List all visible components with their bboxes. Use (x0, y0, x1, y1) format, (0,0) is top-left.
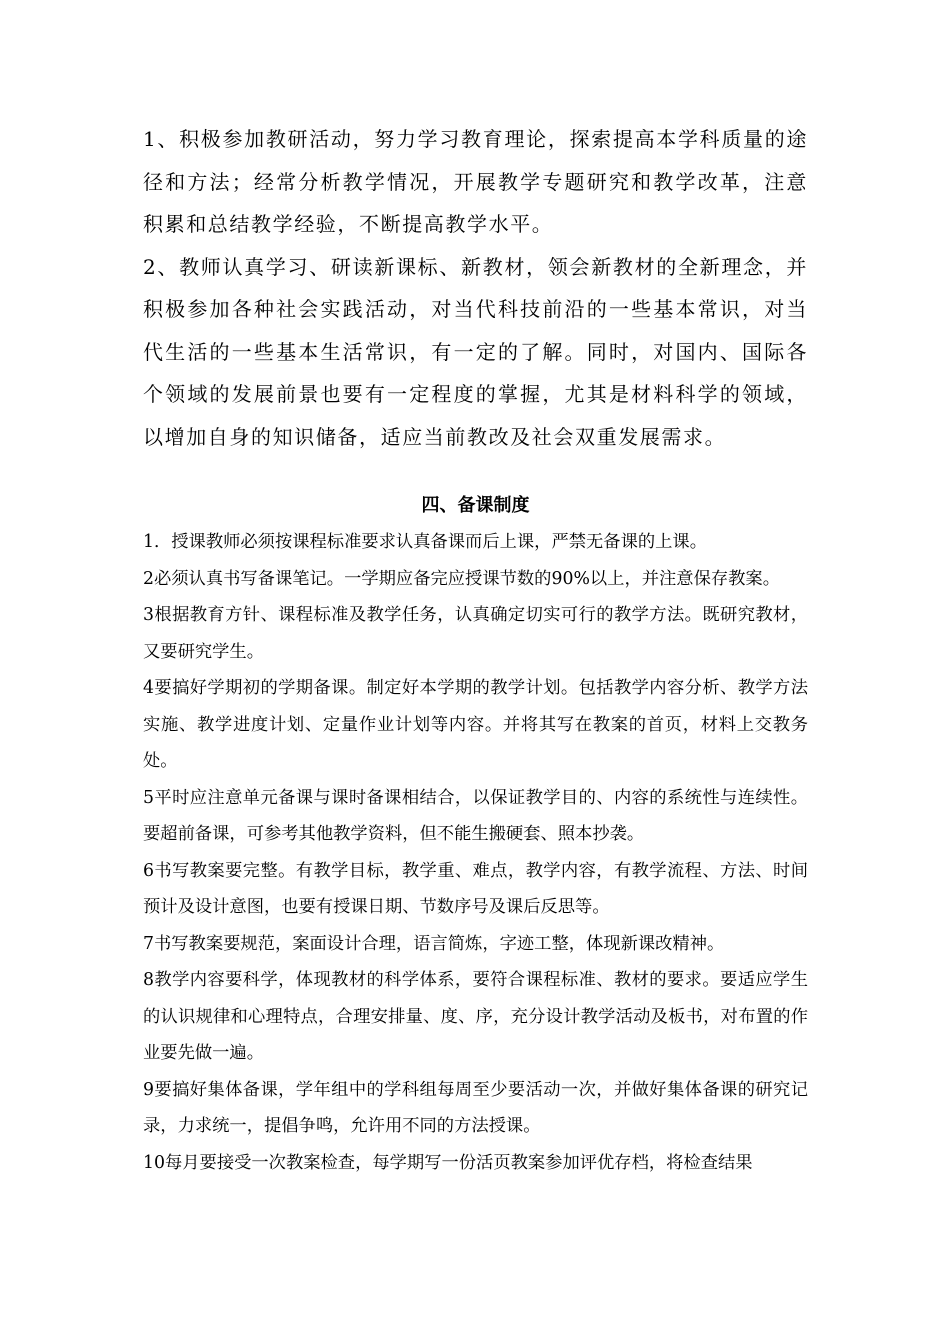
rule-item-2: 2必须认真书写备课笔记。一学期应备完应授课节数的90%以上，并注意保存教案。 (143, 568, 780, 589)
rule-item-5: 5平时应注意单元备课与课时备课相结合，以保证教学目的、内容的系统性与连续性。要超前备课，可参考其他教学资料，但不能生搬硬套、照本抄袭。 (143, 787, 808, 844)
professional-study-section (143, 118, 808, 458)
rule-item-8: 8教学内容要科学，体现教材的科学体系，要符合课程标准、教材的要求。要适应学生的认识规律和心理特点，合理安排量、度、序，充分设计教学活动及板书，对布置的作业要先做一遍。 (143, 970, 808, 1063)
lesson-preparation-section (143, 524, 808, 1181)
rule-item-9: 9要搞好集体备课，学年组中的学科组每周至少要活动一次，并做好集体备课的研究记录，力求统一，提倡争鸣，允许用不同的方法授课。 (143, 1079, 808, 1136)
section-title: 四、备课制度 (421, 495, 530, 516)
rule-item-3: 3根据教育方针、课程标准及教学任务，认真确定切实可行的教学方法。既研究教材，又要研究学生。 (143, 605, 808, 662)
rule-item-10: 10每月要接受一次教案检查，每学期写一份活页教案参加评优存档，将检查结果 (143, 1152, 753, 1173)
paragraph-item-2: 2、教师认真学习、研读新课标、新教材，领会新教材的全新理念，并积极参加各种社会实践活动，对当代科技前沿的一些基本常识，对当代生活的一些基本生活常识，有一定的了解。同时，对国内、国际各个领域的发展前景也要有一定程度的掌握，尤其是材料科学的领域，以增加自身的知识储备，适应当前教改及社会双重发展需求。 (143, 254, 808, 449)
paragraph-item-1: 1、积极参加教研活动，努力学习教育理论，探索提高本学科质量的途径和方法；经常分析教学情况，开展教学专题研究和教学改革，注意积累和总结教学经验，不断提高教学水平。 (143, 127, 808, 236)
rule-item-7: 7书写教案要规范，案面设计合理，语言简炼，字迹工整，体现新课改精神。 (143, 933, 725, 954)
rule-item-4: 4要搞好学期初的学期备课。制定好本学期的教学计划。包括教学内容分析、教学方法实施、教学进度计划、定量作业计划等内容。并将其写在教案的首页，材料上交教务处。 (143, 678, 808, 771)
rule-item-1: 1．授课教师必须按课程标准要求认真备课而后上课，严禁无备课的上课。 (143, 532, 707, 552)
rule-item-6: 6书写教案要完整。有教学目标，教学重、难点，教学内容，有教学流程、方法、时间预计及设计意图，也要有授课日期、节数序号及课后反思等。 (143, 860, 808, 917)
